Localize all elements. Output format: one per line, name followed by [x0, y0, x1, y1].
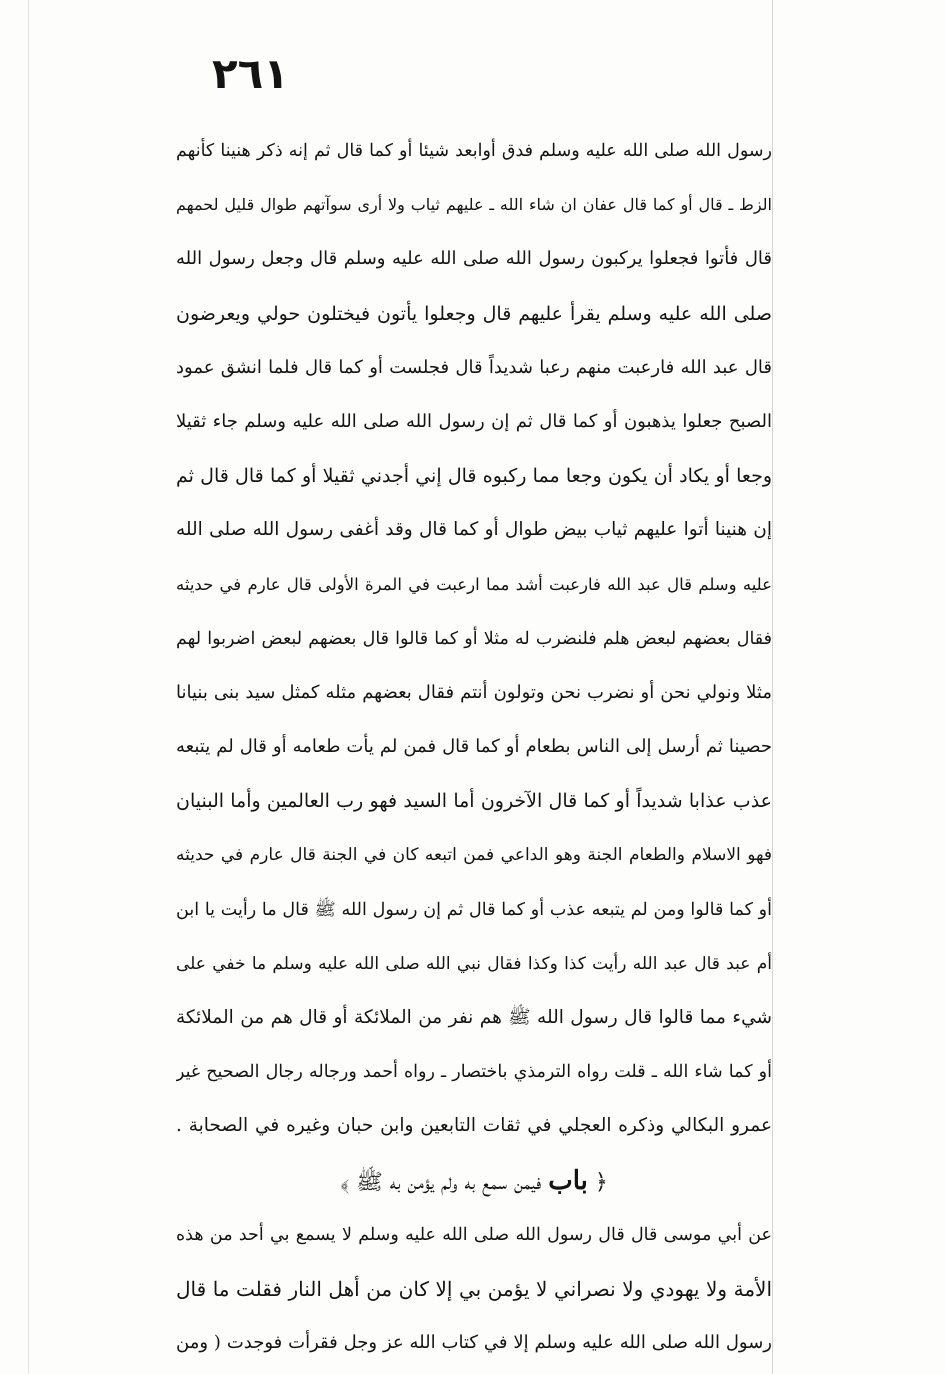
text-line: الزط ـ قال أو كما قال عفان ان شاء الله ـ عليهم ثياب ولا أرى سوآتهم طوال قليل لحمهم: [176, 195, 772, 215]
chapter-open-brace: ﴿: [594, 1169, 608, 1195]
text-line: وجعا أو يكاد أن يكون وجعا مما ركبوه قال إني أجدني ثقيلا أو كما قال قال ثم: [176, 465, 772, 488]
text-line: فهو الاسلام والطعام الجنة وهو الداعي فمن اتبعه كان في الجنة قال عارم في حديثه: [176, 845, 772, 866]
text-line: صلى الله عليه وسلم يقرأ عليهم قال وجعلوا يأتون فيختلون حولي ويعرضون: [176, 302, 772, 325]
scan-edge-right: [772, 0, 773, 1374]
text-line: فقال بعضهم لبعض هلم فلنضرب له مثلا أو كما قالوا قال بعضهم لبعض اضربوا لهم: [176, 628, 772, 649]
text-line: حصينا ثم أرسل إلى الناس بطعام أو كما قال فمن لم يأت طعامه أو قال لم يتبعه: [176, 736, 772, 758]
text-line: قال فأتوا فجعلوا يركبون رسول الله صلى الله عليه وسلم قال وجعل رسول الله: [176, 248, 772, 270]
text-line: عن أبي موسى قال قال رسول الله صلى الله عليه وسلم لا يسمع بي أحد من هذه: [176, 1224, 772, 1245]
text-line: إن هنينا أتوا عليهم ثياب بيض طوال أو كما قال وقد أغفى رسول الله صلى الله: [176, 519, 772, 541]
page-number: ٢٦١: [212, 49, 289, 98]
text-line: عذب عذابا شديداً أو كما قال الآخرون أما السيد فهو رب العالمين وأما البنيان: [176, 790, 772, 813]
text-line: شيء مما قالوا قال رسول الله ﷺ هم نفر من الملائكة أو قال هم من الملائكة: [176, 1007, 772, 1028]
text-line: رسول الله صلى الله عليه وسلم فدق أوابعد شيئا أو كما قال ثم إنه ذكر هنينا كأنهم: [176, 141, 772, 161]
text-line: رسول الله صلى الله عليه وسلم إلا في كتاب الله عز وجل فقرأت فوجدت ( ومن: [176, 1332, 772, 1354]
text-line: أو كما شاء الله ـ قلت رواه الترمذي باختصار ـ رواه أحمد ورجاله رجال الصحيح غير: [176, 1062, 772, 1083]
text-line: عليه وسلم قال عبد الله فارعبت أشد مما ارعبت في المرة الأولى قال عارم في حديثه: [176, 574, 772, 594]
text-line: أم عبد قال عبد الله رأيت كذا وكذا فقال نبي الله صلى الله عليه وسلم ما خفي على: [176, 953, 772, 974]
chapter-title: فيمن سمع به ولم يؤمن به ﷺ: [356, 1169, 542, 1195]
text-line: قال عبد الله فارعبت منهم رعبا شديداً قال فجلست أو كما قال فلما انشق عمود: [176, 356, 772, 378]
text-block: [176, 124, 772, 1370]
chapter-heading: [176, 1154, 772, 1208]
scan-edge-left: [28, 0, 29, 1374]
text-line: الصبح جعلوا يذهبون أو كما قال ثم إن رسول الله صلى الله عليه وسلم جاء ثقيلا: [176, 410, 772, 432]
text-line: الأمة ولا يهودي ولا نصراني لا يؤمن بي إلا كان من أهل النار فقلت ما قال: [176, 1276, 772, 1301]
text-line: مثلا ونولي نحن أو نضرب نحن وتولون أنتم فقال بعضهم مثله كمثل سيد بنى بنيانا: [176, 681, 772, 703]
text-line: عمرو البكالي وذكره العجلي في ثقات التابعين وابن حبان وغيره في الصحابة .: [176, 1115, 772, 1137]
text-line: أو كما قالوا ومن لم يتبعه عذب أو كما قال ثم إن رسول الله ﷺ قال ما رأيت يا ابن: [176, 899, 772, 920]
chapter-bab-label: باب: [548, 1165, 588, 1196]
chapter-close-brace: ﴾: [340, 1169, 350, 1195]
